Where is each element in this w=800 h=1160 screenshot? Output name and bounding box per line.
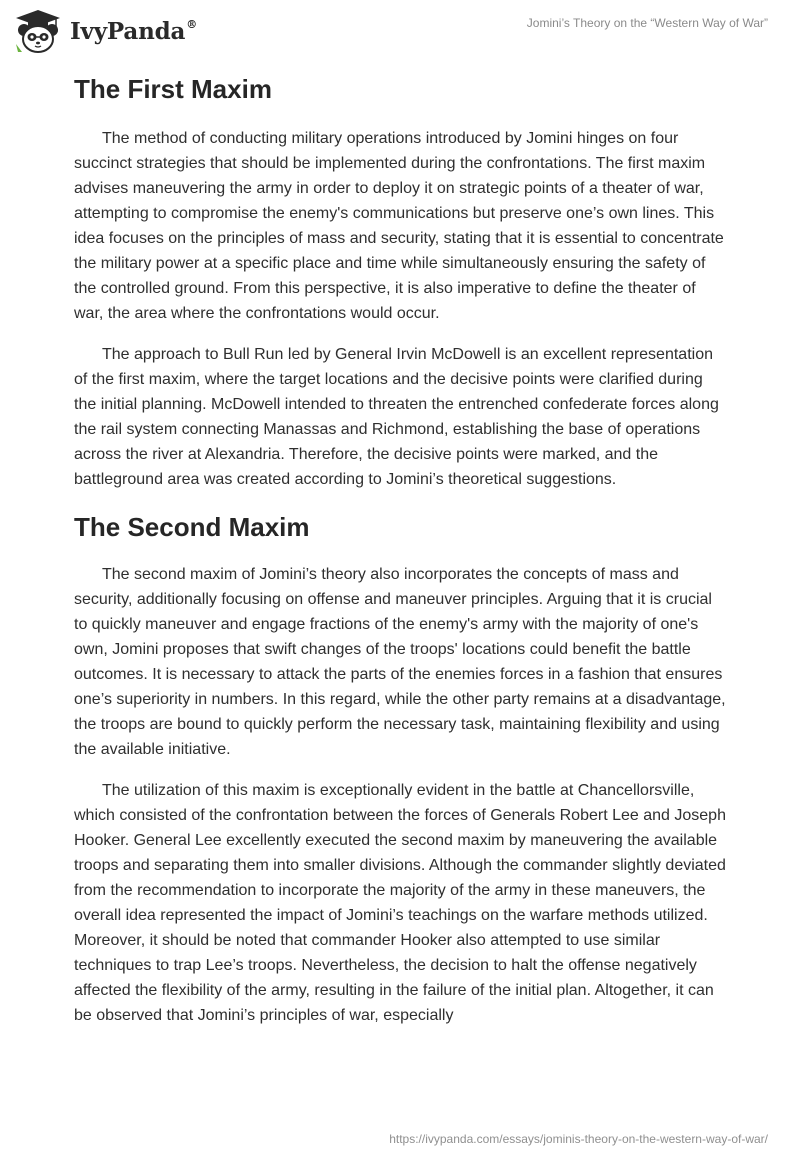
document-title: Jomini’s Theory on the “Western Way of War” [526,16,768,30]
brand-name: IvyPanda® [70,17,197,45]
paragraph: The utilization of this maxim is exceptionally evident in the battle at Chancellorsville, which consisted of the confrontation between the forces of Generals Robert Lee and Joseph Hooker. General Lee excellently executed the second maxim by maneuvering the available troops and separating them into smaller divisions. Although the commander slightly deviated from the recommendation to incorporate the majority of the army in these maneuvers, the overall idea represented the impact of Jomini’s teachings on the warfare methods utilized. Moreover, it should be noted that commander Hooker also attempted to use similar techniques to trap Lee’s troops. Nevertheless, the decision to halt the offense negatively affected the flexibility of the army, resulting in the failure of the initial plan. Altogether, it can be observed that Jomini’s principles of war, especially [74,782,726,1024]
ivypanda-logo[interactable] [12,8,197,54]
source-url-link[interactable]: https://ivypanda.com/essays/jominis-theory-on-the-western-way-of-war/ [389,1132,768,1146]
essay-content [74,70,726,1044]
paragraph: The approach to Bull Run led by General Irvin McDowell is an excellent representation of the first maxim, where the target locations and the decisive points were clarified during the initial planning. McDowell intended to threaten the entrenched confederate forces along the rail system connecting Manassas and Richmond, establishing the base of operations across the river at Alexandria. Therefore, the decisive points were marked, and the battleground area was created according to Jomini’s theoretical suggestions. [74,346,719,488]
panda-graduate-icon [12,8,64,54]
paragraph: The second maxim of Jomini’s theory also incorporates the concepts of mass and security, additionally focusing on offense and maneuver principles. Arguing that it is crucial to quickly maneuver and engage fractions of the enemy's army with the majority of one's own, Jomini proposes that swift changes of the troops' locations could benefit the battle outcomes. It is necessary to attack the parts of the enemies forces in a fashion that ensures one’s superiority in numbers. In this regard, while the other party remains at a disadvantage, the troops are bound to quickly perform the necessary task, maintaining flexibility and using the available initiative. [74,566,726,758]
paragraph: The method of conducting military operations introduced by Jomini hinges on four succinct strategies that should be implemented during the confrontations. The first maxim advises maneuvering the army in order to deploy it on strategic points of a theater of war, attempting to compromise the enemy's communications but preserve one’s own lines. This idea focuses on the principles of mass and security, stating that it is essential to concentrate the military power at a specific place and time while simultaneously ensuring the safety of the controlled ground. From this perspective, it is also imperative to define the theater of war, the area where the confrontations would occur. [74,130,724,322]
section-heading-first-maxim: The First Maxim [74,74,272,104]
page-header [0,0,800,62]
section-heading-second-maxim: The Second Maxim [74,512,310,542]
